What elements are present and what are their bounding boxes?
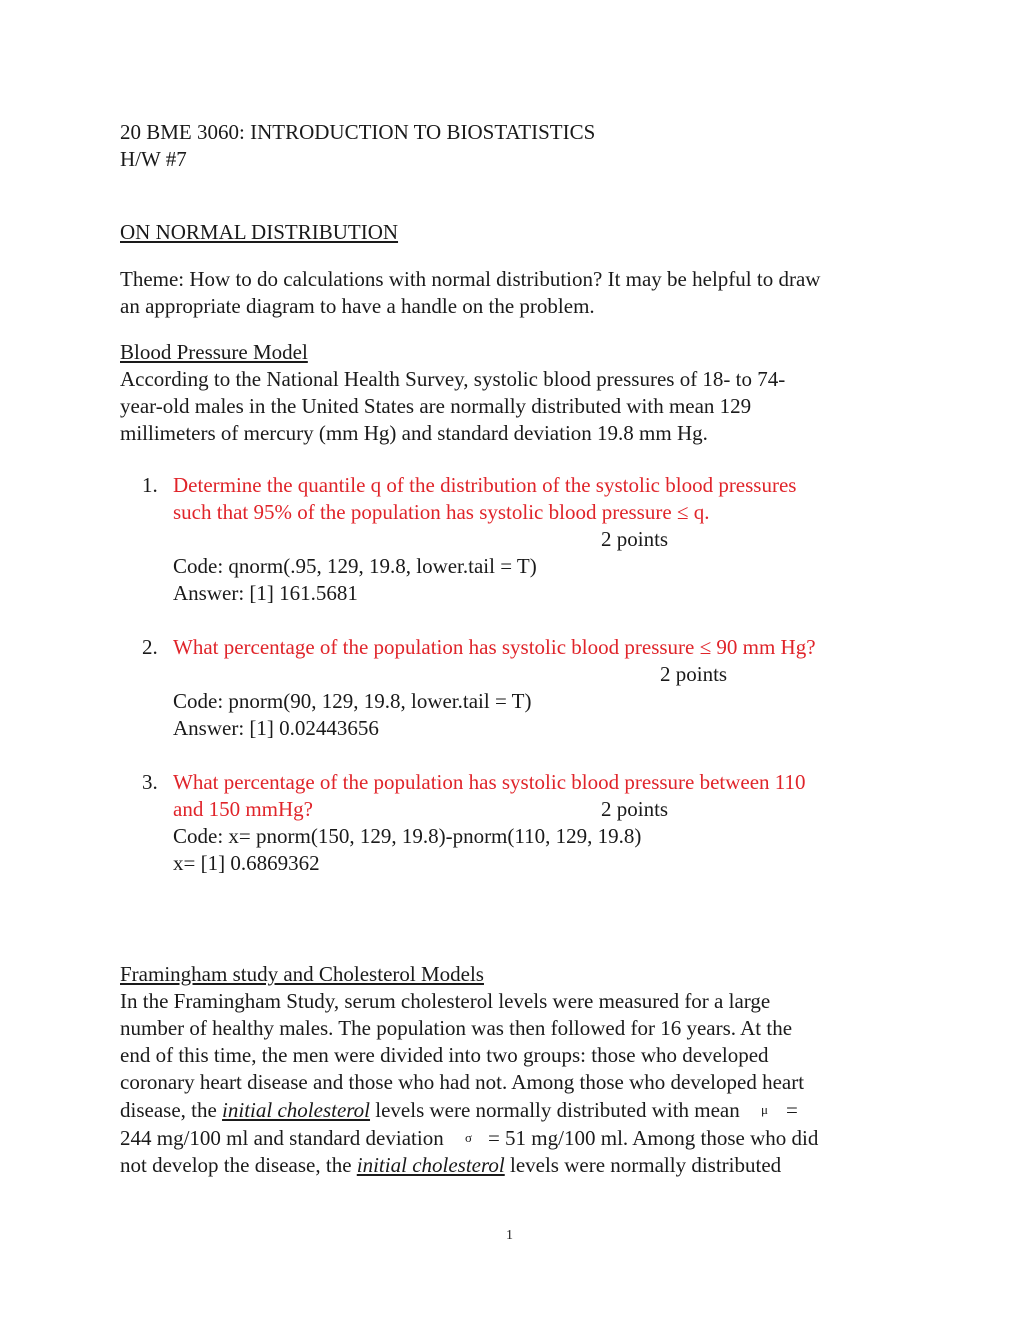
answer-line: x= [1] 0.6869362	[173, 851, 320, 875]
bp-model-title: Blood Pressure Model	[120, 340, 308, 364]
theme-line: an appropriate diagram to have a handle on the problem.	[120, 294, 595, 318]
question-2	[120, 634, 910, 742]
theme-paragraph	[120, 266, 910, 320]
sigma-symbol: σ	[464, 1130, 472, 1145]
framingham-title: Framingham study and Cholesterol Models	[120, 962, 484, 986]
bp-paragraph	[120, 366, 910, 447]
section-title: ON NORMAL DISTRIBUTION	[120, 220, 399, 244]
fram-line: In the Framingham Study, serum cholesterol levels were measured for a large	[120, 989, 771, 1013]
fram-line: not develop the disease, the	[120, 1153, 357, 1177]
question-text: What percentage of the population has systolic blood pressure between 110	[173, 770, 806, 794]
fram-line: levels were normally distributed with mean	[370, 1098, 740, 1122]
question-text: and 150 mmHg?	[173, 797, 313, 821]
points-label: 2 points	[660, 662, 728, 686]
fram-line: end of this time, the men were divided into two groups: those who developed	[120, 1043, 769, 1067]
mu-symbol: μ	[761, 1102, 768, 1117]
fram-line: coronary heart disease and those who had not. Among those who developed heart	[120, 1070, 805, 1094]
bp-line: year-old males in the United States are normally distributed with mean 129	[120, 394, 752, 418]
theme-line: Theme: How to do calculations with normal distribution? It may be helpful to draw	[120, 267, 821, 291]
question-number: 2.	[142, 635, 158, 659]
fram-line: disease, the	[120, 1098, 223, 1122]
initial-cholesterol-term: initial cholesterol	[356, 1153, 505, 1177]
points-label: 2 points	[601, 527, 669, 551]
fram-line: 244 mg/100 ml and standard deviation	[120, 1126, 444, 1150]
question-number: 3.	[142, 770, 158, 794]
question-number: 1.	[142, 473, 158, 497]
equals-sign: =	[786, 1098, 798, 1122]
page-number: 1	[506, 1228, 513, 1243]
fram-line: number of healthy males. The population was then followed for 16 years. At the	[120, 1016, 793, 1040]
question-text: Determine the quantile q of the distribution of the systolic blood pressures	[173, 473, 797, 497]
code-line: Code: x= pnorm(150, 129, 19.8)-pnorm(110, 129, 19.8)	[173, 824, 642, 848]
answer-line: Answer: [1] 0.02443656	[173, 716, 379, 740]
fram-line: levels were normally distributed	[504, 1153, 782, 1177]
fram-line: = 51 mg/100 ml. Among those who did	[487, 1126, 819, 1150]
points-label: 2 points	[601, 797, 669, 821]
answer-line: Answer: [1] 161.5681	[173, 581, 358, 605]
code-line: Code: pnorm(90, 129, 19.8, lower.tail = T)	[173, 689, 532, 713]
bp-line: millimeters of mercury (mm Hg) and standard deviation 19.8 mm Hg.	[120, 421, 708, 445]
question-3	[120, 769, 910, 877]
initial-cholesterol-term: initial cholesterol	[222, 1098, 371, 1122]
course-title: 20 BME 3060: INTRODUCTION TO BIOSTATISTICS	[120, 120, 596, 144]
question-text: such that 95% of the population has systolic blood pressure ≤ q.	[173, 500, 710, 524]
code-line: Code: qnorm(.95, 129, 19.8, lower.tail = T)	[173, 554, 537, 578]
question-1	[120, 472, 910, 607]
document-page	[120, 119, 910, 1179]
framingham-paragraph	[120, 988, 910, 1179]
question-text: What percentage of the population has systolic blood pressure ≤ 90 mm Hg?	[173, 635, 816, 659]
bp-line: According to the National Health Survey, systolic blood pressures of 18- to 74-	[120, 367, 786, 391]
homework-number: H/W #7	[120, 147, 187, 171]
